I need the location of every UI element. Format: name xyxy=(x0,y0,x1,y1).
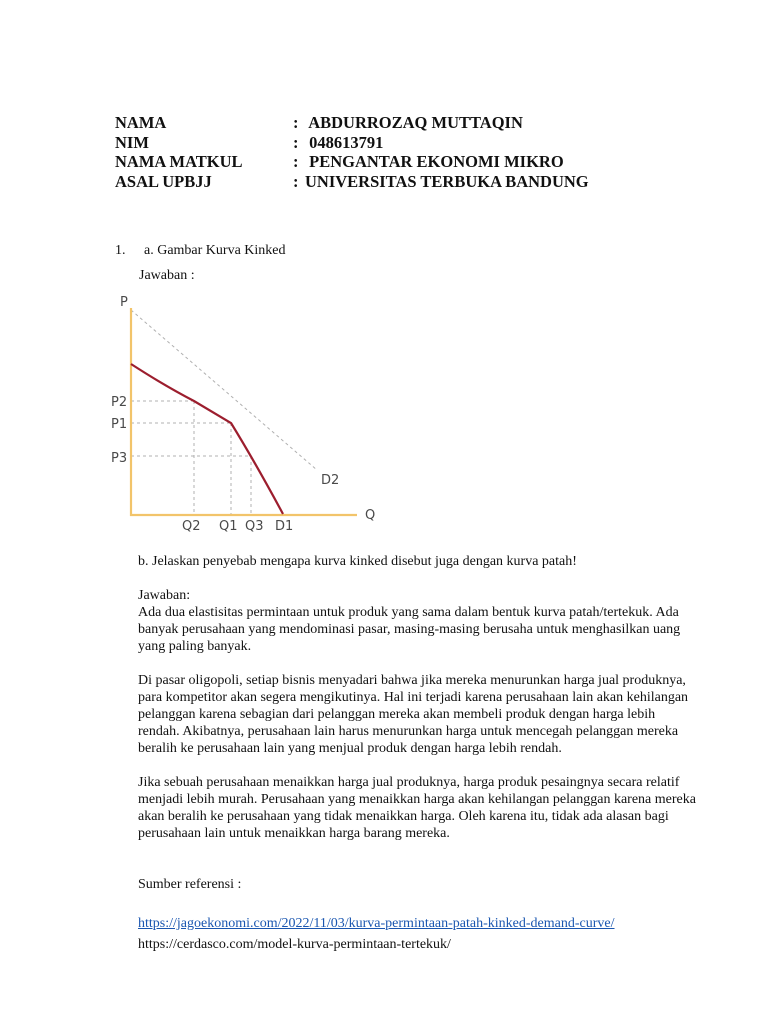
question-b-text: b. Jelaskan penyebab mengapa kurva kinked disebut juga dengan kurva patah! xyxy=(138,554,577,569)
info-value: 048613791 xyxy=(305,132,384,152)
kinked-demand-curve xyxy=(131,364,283,514)
info-separator: : xyxy=(293,171,299,191)
price-label-p2: P2 xyxy=(111,395,128,410)
question-number: 1. xyxy=(115,243,126,258)
quantity-label-q1: Q1 xyxy=(219,519,238,534)
info-separator: : xyxy=(293,132,299,152)
info-label: ASAL UPBJJ xyxy=(115,171,212,191)
answer-body xyxy=(138,553,698,953)
info-value: ABDURROZAQ MUTTAQIN xyxy=(305,113,523,132)
price-label-p3: P3 xyxy=(111,451,128,466)
info-label: NIM xyxy=(115,132,149,152)
info-separator: : xyxy=(293,113,299,132)
quantity-label-q3: Q3 xyxy=(245,519,264,534)
reference-link-cerdasco: https://cerdasco.com/model-kurva-permintaan-tertekuk/ xyxy=(138,937,451,952)
quantity-label-q2: Q2 xyxy=(182,519,201,534)
answer-label-a: Jawaban : xyxy=(139,268,195,283)
info-separator: : xyxy=(293,152,299,171)
info-label: NAMA xyxy=(115,113,167,132)
y-axis-label: P xyxy=(120,295,128,310)
info-value: UNIVERSITAS TERBUKA BANDUNG xyxy=(305,171,589,191)
info-row-nama xyxy=(115,113,589,133)
d2-curve-label: D2 xyxy=(321,473,340,488)
reference-link-jagoekonomi[interactable]: https://jagoekonomi.com/2022/11/03/kurva-permintaan-patah-kinked-demand-curve/ xyxy=(138,916,615,931)
quantity-label-d1: D1 xyxy=(275,519,294,534)
answer-label-b: Jawaban: xyxy=(138,588,191,603)
info-row-nim xyxy=(115,133,589,153)
answer-paragraph-3: Jika sebuah perusahaan menaikkan harga jual produknya, harga produk pesaingnya secara relatif menjadi lebih murah. Perusahaan yang menaikkan harga akan kehilangan pelanggan karena mereka akan beralih ke perusahaan yang tidak menaikkan harga. Oleh karena itu, tidak ada alasan bagi perusahaan lain untuk menaikkan harga barang mereka. xyxy=(138,775,696,841)
answer-paragraph-1: Ada dua elastisitas permintaan untuk produk yang sama dalam bentuk kurva patah/tertekuk. Ada banyak perusahaan yang mendominasi pasar, masing-masing berusaha untuk menghasilkan uang yang paling banyak. xyxy=(138,605,681,654)
d2-curve xyxy=(131,310,317,470)
answer-paragraph-2: Di pasar oligopoli, setiap bisnis menyadari bahwa jika mereka menurunkan harga jual produknya, para kompetitor akan segera mengikutinya. Hal ini terjadi karena perusahaan lain akan kehilangan pelanggan karena sebagian dari pelanggan mereka akan membeli produk dengan harga lebih rendah. Akibatnya, perusahaan lain harus menurunkan harga untuk mencegah pelanggan mereka beralih ke perusahaan lain yang menjual produk dengan harga lebih rendah. xyxy=(138,673,689,756)
kinked-curve-figure xyxy=(105,290,390,540)
price-label-p1: P1 xyxy=(111,417,128,432)
info-row-upbjj xyxy=(115,172,589,192)
question-a-text: a. Gambar Kurva Kinked xyxy=(144,243,286,258)
question-1-part-a xyxy=(115,243,286,259)
info-label: NAMA MATKUL xyxy=(115,152,243,171)
x-axis-label: Q xyxy=(365,508,376,523)
student-info-header xyxy=(115,113,589,191)
info-value: PENGANTAR EKONOMI MIKRO xyxy=(305,152,564,171)
reference-label: Sumber referensi : xyxy=(138,877,242,892)
info-row-matkul xyxy=(115,152,589,172)
